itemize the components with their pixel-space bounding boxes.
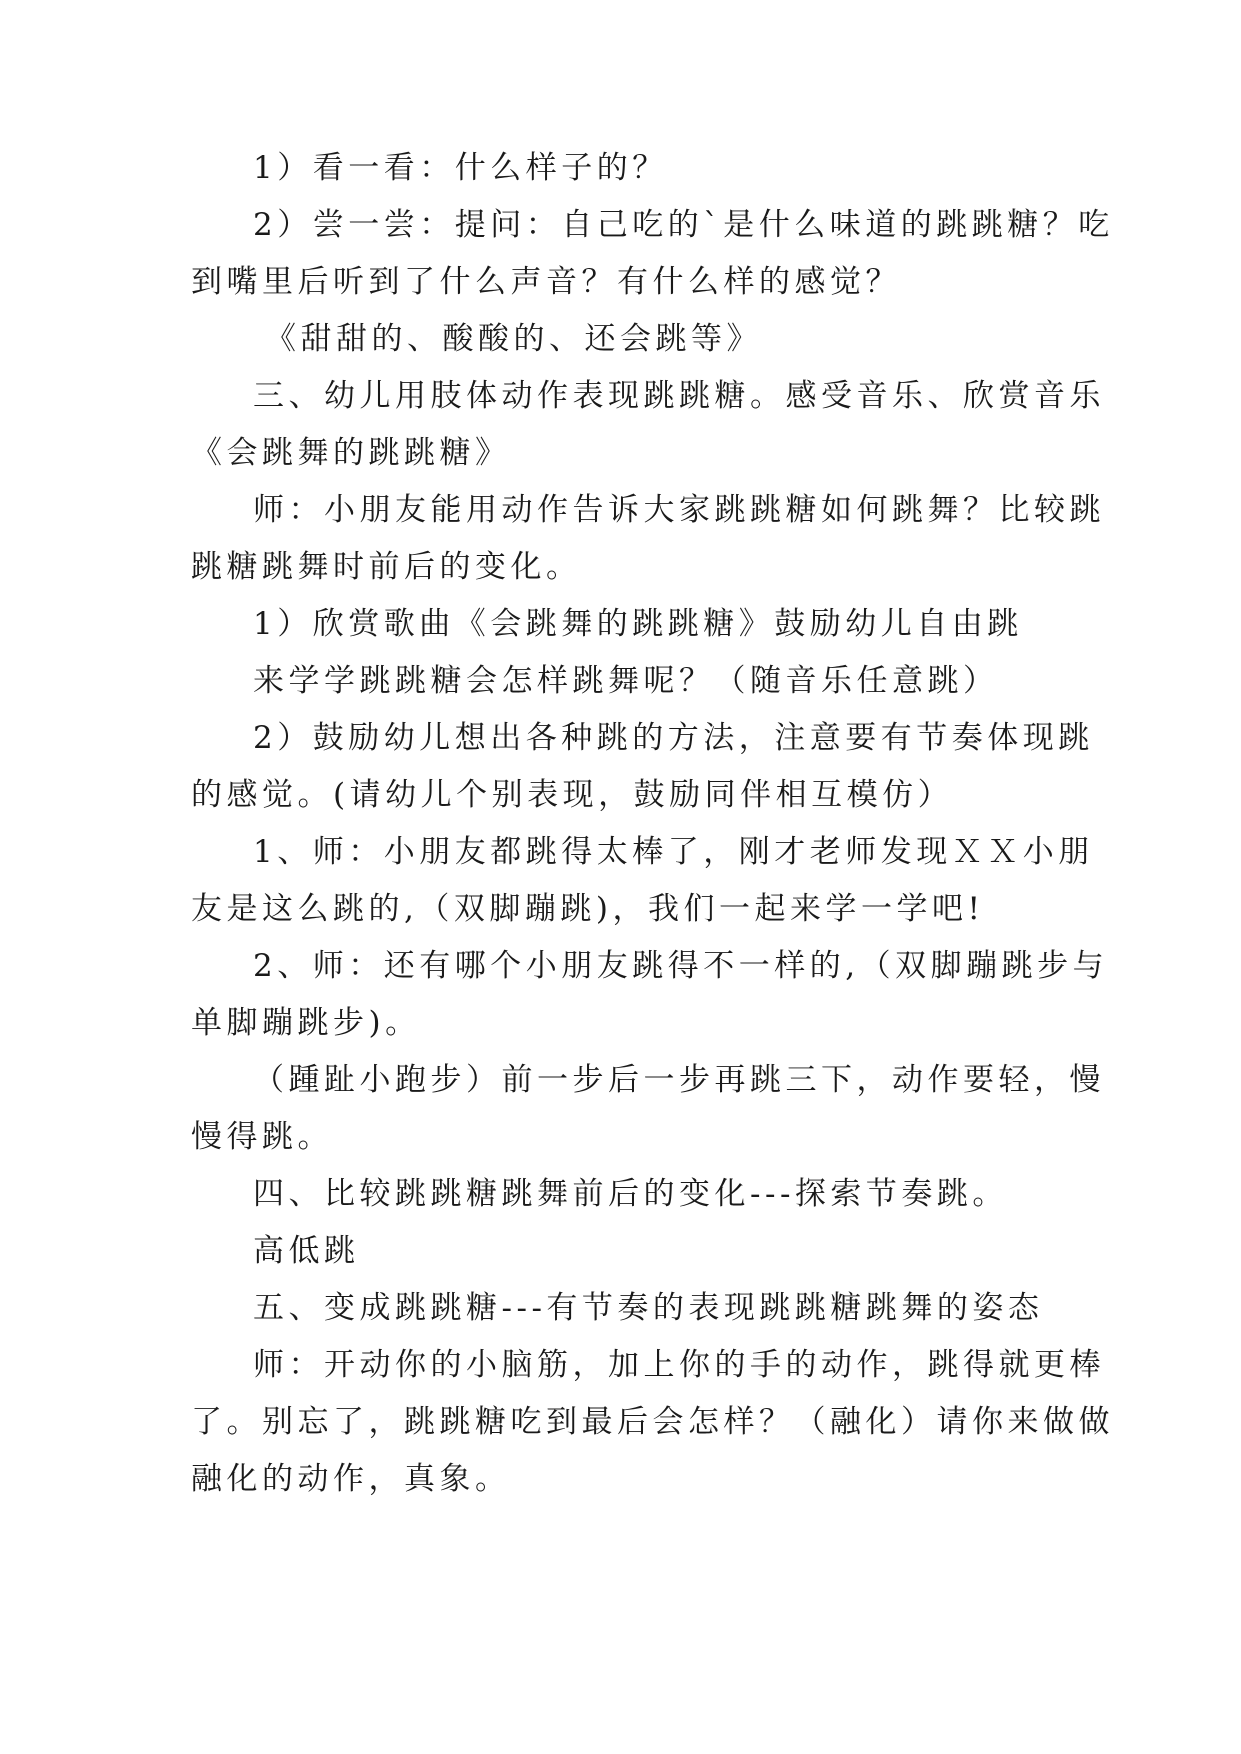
text-line-12: 的感觉。(请幼儿个别表现，鼓励同伴相互模仿） — [191, 777, 954, 813]
text-line-10: 来学学跳跳糖会怎样跳舞呢？（随音乐任意跳） — [253, 663, 999, 699]
text-line-15: 2、师：还有哪个小朋友跳得不一样的,（双脚蹦跳步与 — [253, 948, 1109, 984]
text-line-19: 四、比较跳跳糖跳舞前后的变化---探索节奏跳。 — [253, 1176, 1008, 1212]
text-line-16: 单脚蹦跳步)。 — [191, 1005, 421, 1041]
text-line-6: 《会跳舞的跳跳糖》 — [191, 435, 511, 471]
text-line-17: （踵趾小跑步）前一步后一步再跳三下，动作要轻，慢 — [253, 1062, 1105, 1098]
text-line-23: 了。别忘了，跳跳糖吃到最后会怎样？（融化）请你来做做 — [191, 1404, 1114, 1440]
text-line-8: 跳糖跳舞时前后的变化。 — [191, 549, 582, 585]
text-line-18: 慢得跳。 — [191, 1119, 333, 1155]
text-line-5: 三、幼儿用肢体动作表现跳跳糖。感受音乐、欣赏音乐 — [253, 378, 1105, 414]
text-line-3: 到嘴里后听到了什么声音？有什么样的感觉？ — [191, 264, 901, 300]
text-line-22: 师：开动你的小脑筋，加上你的手的动作，跳得就更棒 — [253, 1347, 1105, 1383]
text-line-7: 师：小朋友能用动作告诉大家跳跳糖如何跳舞？比较跳 — [253, 492, 1105, 528]
text-line-20: 高低跳 — [253, 1233, 360, 1269]
text-line-9: 1）欣赏歌曲《会跳舞的跳跳糖》鼓励幼儿自由跳 — [253, 606, 1023, 642]
text-line-14: 友是这么跳的,（双脚蹦跳)，我们一起来学一学吧! — [191, 891, 985, 927]
text-line-11: 2）鼓励幼儿想出各种跳的方法，注意要有节奏体现跳 — [253, 720, 1094, 756]
text-line-1: 1）看一看：什么样子的？ — [253, 150, 668, 186]
text-line-13: 1、师：小朋友都跳得太棒了，刚才老师发现ＸＸ小朋 — [253, 834, 1094, 870]
text-line-4: 《甜甜的、酸酸的、还会跳等》 — [265, 321, 762, 357]
text-line-2: 2）尝一尝：提问：自己吃的`是什么味道的跳跳糖？吃 — [253, 207, 1114, 243]
text-line-24: 融化的动作，真象。 — [191, 1461, 511, 1497]
text-line-21: 五、变成跳跳糖---有节奏的表现跳跳糖跳舞的姿态 — [253, 1290, 1044, 1326]
